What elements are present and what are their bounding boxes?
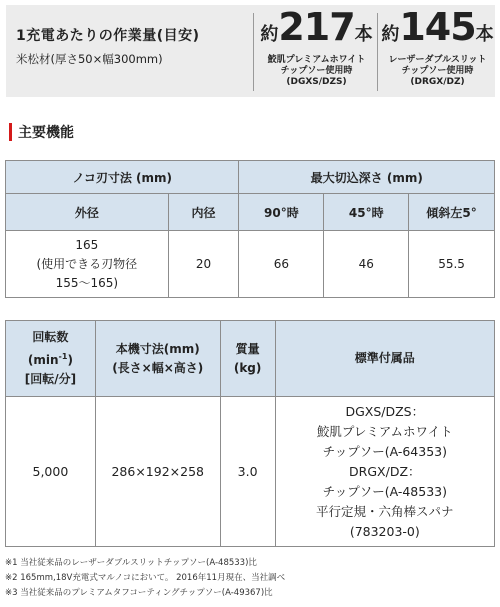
- header-mass: 質量 (kg): [220, 321, 275, 397]
- stat-dgxs-caption3: (DGXS/DZS): [286, 77, 347, 87]
- cell-depth-90: 66: [239, 231, 324, 298]
- header-speed: 回転数 $(\min^{-1})$ [回転/分]: [6, 321, 96, 397]
- stat-dgxs-caption1: 鮫肌プレミアムホワイト: [267, 55, 366, 65]
- header-cut-depth: 最大切込深さ (mm): [239, 161, 495, 194]
- header-blade-size: ノコ刃寸法 (mm): [6, 161, 239, 194]
- header-depth-45: 45°時: [324, 194, 409, 231]
- work-material: 米松材(厚さ50×幅300mm): [16, 52, 163, 66]
- stat-drgx-caption1: レーザーダブルスリット: [388, 55, 487, 65]
- stat-dgxs: [259, 7, 374, 88]
- cell-inner-diameter: 20: [168, 231, 239, 298]
- footnotes: [5, 556, 285, 601]
- header-depth-90: 90°時: [239, 194, 324, 231]
- header-outer-diameter: 外径: [6, 194, 169, 231]
- footnote: ※1 当社従来品のレーザーダブルスリットチップソー(A-48533)比: [5, 558, 257, 568]
- stat-dgxs-value: 約217本: [260, 5, 373, 49]
- cell-depth-tilt: 55.5: [409, 231, 495, 298]
- spec-table-general: [5, 320, 495, 547]
- work-amount-info: [16, 25, 200, 67]
- divider: [253, 13, 254, 91]
- work-amount-title: 1充電あたりの作業量(目安): [16, 28, 200, 44]
- footnote: ※2 165mm,18V充電式マルノコにおいて。 2016年11月現在、当社調べ: [5, 573, 286, 583]
- spec-table-blade: [5, 160, 495, 298]
- cell-mass: 3.0: [220, 397, 275, 547]
- divider: [377, 13, 378, 91]
- cell-accessories: DGXS/DZS： 鮫肌プレミアムホワイト チップソー(A-64353) DRGX/DZ： チップソー(A-48533) 平行定規・六角棒スパナ (783203-0): [275, 397, 494, 547]
- cell-depth-45: 46: [324, 231, 409, 298]
- header-dimensions: 本機寸法(mm) (長さ×幅×高さ): [95, 321, 220, 397]
- stat-drgx-value: 約145本: [381, 5, 494, 49]
- cell-speed: 5,000: [6, 397, 96, 547]
- cell-dimensions: 286×192×258: [95, 397, 220, 547]
- stat-dgxs-caption2: チップソー使用時: [280, 66, 353, 76]
- header-depth-tilt: 傾斜左5°: [409, 194, 495, 231]
- stat-drgx-caption2: チップソー使用時: [401, 66, 474, 76]
- heading-accent-bar: [9, 123, 12, 141]
- stat-drgx: [380, 7, 495, 88]
- cell-outer-diameter: 165 (使用できる刃物径 155〜165): [6, 231, 169, 298]
- section-heading-text: 主要機能: [18, 125, 74, 141]
- header-accessories: 標準付属品: [275, 321, 494, 397]
- work-amount-panel: [6, 5, 495, 97]
- stat-drgx-caption3: (DRGX/DZ): [410, 77, 465, 87]
- footnote: ※3 当社従来品のプレミアムタフコーティングチップソー(A-49367)比: [5, 588, 273, 598]
- header-inner-diameter: 内径: [168, 194, 239, 231]
- section-heading: [9, 123, 74, 141]
